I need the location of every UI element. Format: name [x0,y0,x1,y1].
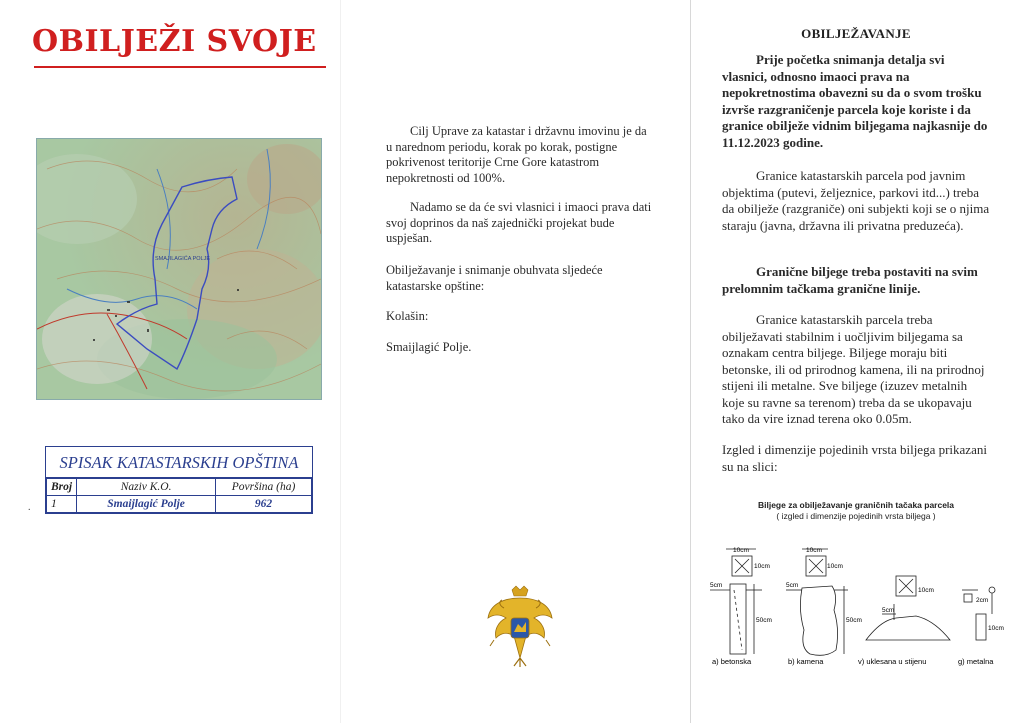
title-underline [34,66,326,68]
intro-text [386,124,654,186]
public-parcels-text [722,168,990,234]
caption-concrete: a) betonska [712,657,752,666]
dim-a-5cm: 5cm [710,582,723,589]
topographic-map [36,138,322,400]
figure-intro-paragraph: Izgled i dimenzije pojedinih vrsta biljega prikazani su na slici: [722,442,987,474]
panel-fold [690,0,691,723]
caption-metal: g) metalna [958,657,994,666]
break-points-paragraph: Granične biljege treba postaviti na svim prelomnim tačkama granične linije. [722,264,978,296]
public-parcels-paragraph: Granice katastarskih parcela pod javnim objektima (putevi, željeznice, parkovi itd...) treba da obilježe (razgraniče) oni subjekti koji se o njima staraju (javna, državna ili privatna preduzeća). [722,168,990,233]
table-header-row [47,479,312,496]
table-row [47,496,312,513]
goal-paragraph: Cilj Uprave za katastar i državnu imovinu je da u narednom periodu, korak po korak, postigne pokrivenost teritorije Crne Gore katastrom nepokretnosti od 100%. [386,124,647,185]
dim-g-2cm: 2cm [976,597,989,604]
figure-title-line1: Biljege za obilježavanje graničnih tačaka parcela [757,500,955,510]
table-title: SPISAK KATASTARSKIH OPŠTINA [46,449,312,478]
dim-b-side: 10cm [827,563,843,570]
montenegro-coat-of-arms [484,584,556,668]
dim-b-5cm: 5cm [786,582,799,589]
caption-stone: b) kamena [788,657,824,666]
marker-rock [866,576,950,640]
hope-paragraph: Nadamo se da će svi vlasnici i imaoci prava dati svoj doprinos da naš zajednički projekat bude uspješan. [386,200,652,245]
page-title: OBILJEŽI SVOJE [32,24,317,59]
dim-a-50cm: 50cm [756,617,772,624]
dim-a-top: 10cm [733,547,749,554]
hope-text [386,200,654,247]
cell-povrsina: 962 [216,496,312,513]
break-points-text [722,264,990,297]
panel-divider [340,0,341,723]
header-naziv: Naziv K.O. [77,479,216,496]
marker-metal [962,587,995,640]
dim-b-top: 10cm [806,547,822,554]
cell-broj: 1 [47,496,77,513]
section-heading: OBILJEŽAVANJE [801,26,911,41]
stray-dot: . [28,502,31,513]
dim-a-side: 10cm [754,563,770,570]
header-broj: Broj [47,479,77,496]
scope-text [386,263,654,294]
scope-paragraph: Obilježavanje i snimanje obuhvata sljedeće katastarske opštine: [386,263,603,293]
dim-v-side: 10cm [918,587,934,594]
header-povrsina: Površina (ha) [216,479,312,496]
boundary-markers-figure [706,540,1006,670]
marker-types-paragraph: Granice katastarskih parcela treba obilježavati stabilnim i uočljivim biljegama sa oznakam centra biljege. Biljege moraju biti betonske, ili od prirodnog kamena, ili na prirodnoj stijeni ili metalne. Sve biljege (izuzev metalnih koje su ravne sa terenom) treba da se ukopavaju tako da vire iznad terena oko 0.05m. [722,312,985,426]
dim-v-5cm: 5cm [882,607,895,614]
cell-naziv: Smaijlagić Polje [77,496,216,513]
municipality-label: Kolašin: [386,309,429,323]
cadastral-municipalities-table [45,446,313,514]
dim-b-50cm: 50cm [846,617,862,624]
dim-g-10cm: 10cm [988,625,1004,632]
caption-rock: v) uklesana u stijenu [858,657,927,666]
ko-name: Smaijlagić Polje. [386,340,472,354]
deadline-paragraph: Prije početka snimanja detalja svi vlasnici, odnosno imaoci prava na nepokretnostima obavezni su da o svom trošku izvrše razgraničenje parcela koje koriste i da granice obilježe vidnim biljegama najkasnije do 11.12.2023 godine. [722,52,988,150]
map-label: SMAJILAGIĆA POLJE [155,256,211,262]
figure-title [722,500,990,522]
deadline-text [722,52,990,151]
marker-types-text [722,312,990,428]
figure-title-line2: ( izgled i dimenzije pojedinih vrsta biljega ) [776,511,936,521]
figure-intro-text [722,442,990,475]
ko-table [46,478,312,513]
